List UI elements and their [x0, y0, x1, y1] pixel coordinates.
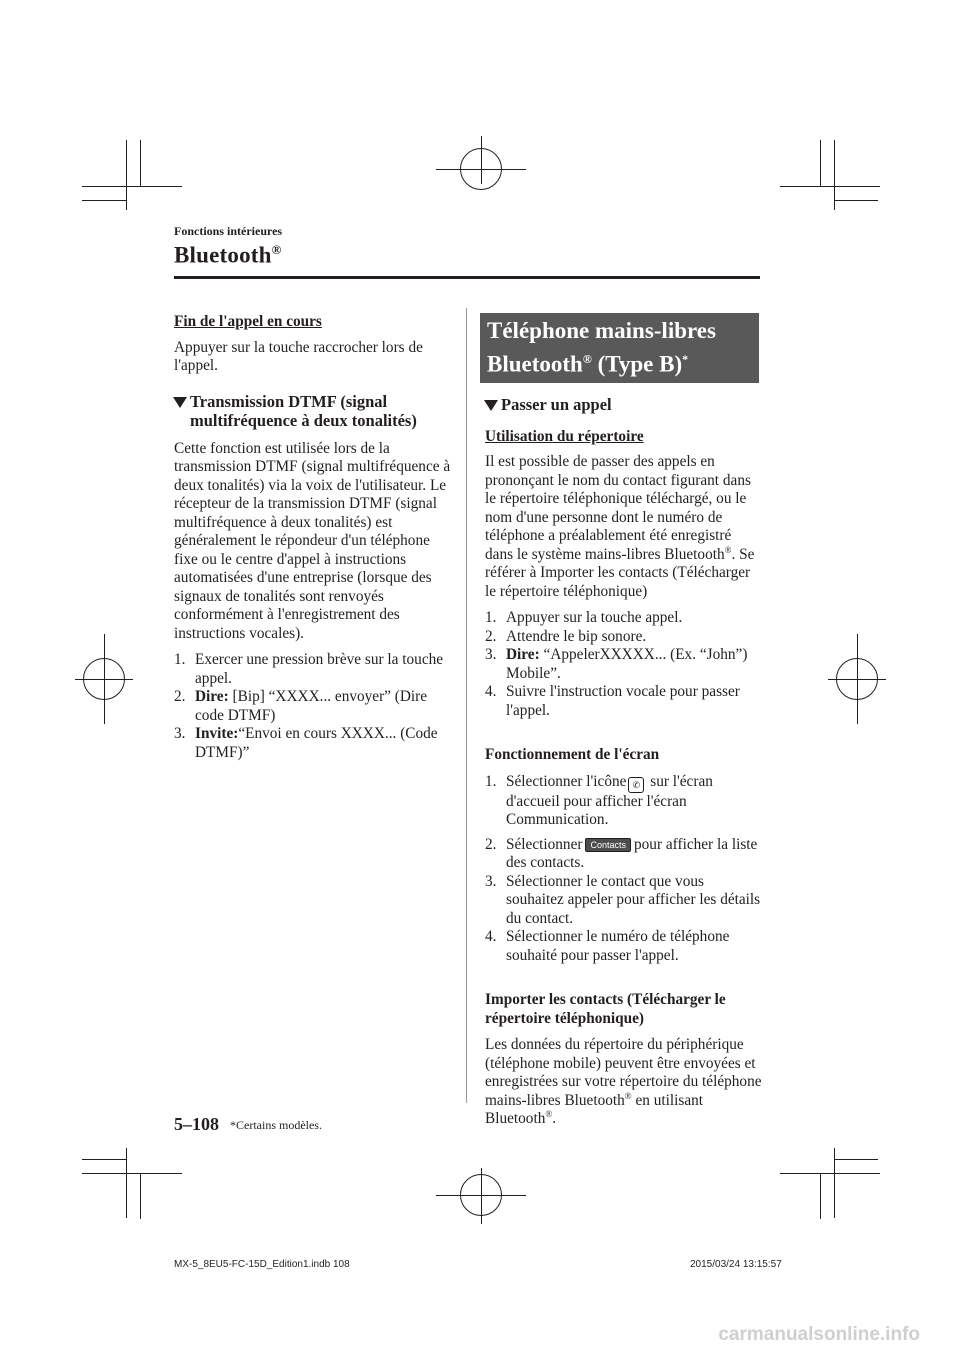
- step-text: “AppelerXXXXX... (Ex. “John”) Mobile”.: [506, 646, 748, 682]
- crop-mark: [820, 1173, 821, 1219]
- banner-line-1: Téléphone mains-libres: [487, 318, 716, 343]
- step-number: 3.: [485, 646, 497, 664]
- list-item: [485, 773, 763, 830]
- call-heading: [484, 395, 763, 414]
- section-label: Fonctions intérieures: [174, 224, 283, 238]
- step-text: sur l'écran d'accueil pour afficher l'écran Communication.: [506, 772, 713, 829]
- watermark: carmanualsonline.info: [718, 1324, 920, 1345]
- asterisk-mark: *: [682, 352, 689, 366]
- import-heading: Importer les contacts (Télécharger le répertoire téléphonique): [485, 991, 726, 1027]
- directory-text-a: Il est possible de passer des appels en prononçant le nom du contact figurant dans le répertoire téléphonique téléchargé, ou le nom d'une personne dont le numéro de téléphone a préalablement été enregistré dans le système mains-libres Bluetooth: [485, 453, 751, 563]
- print-slug-file: MX-5_8EU5-FC-15D_Edition1.indb 108: [174, 1259, 350, 1270]
- end-call-text: Appuyer sur la touche raccrocher lors de l'appel.: [174, 338, 423, 374]
- step-text: “Envoi en cours XXXX... (Code DTMF)”: [195, 725, 438, 761]
- crop-mark: [834, 200, 878, 201]
- step-number: 4.: [485, 928, 497, 946]
- list-item: [174, 688, 452, 725]
- header-rule: [174, 276, 760, 279]
- step-text: pour afficher la liste des contacts.: [506, 835, 758, 872]
- step-label: Dire:: [195, 688, 229, 705]
- directory-title: Utilisation du répertoire: [485, 427, 644, 445]
- registration-mark: [481, 1168, 482, 1224]
- crop-mark: [82, 1173, 182, 1174]
- dtmf-text: Cette fonction est utilisée lors de la transmission DTMF (signal multifréquence à deux tonalités) via la voix de l'utilisateur. Le récepteur de la transmission DTMF (signal multifréquence à deux tonalités) est généralement le répondeur d'un téléphone fixe ou le centre d'appel à instructions automatisées d'une entreprise (lorsque des signaux de tonalités sont renvoyés conformément à l'enregistrement des instructions vocales).: [174, 439, 451, 642]
- step-number: 4.: [485, 683, 497, 701]
- list-item: [485, 609, 763, 628]
- step-number: 2.: [174, 688, 186, 705]
- import-text-c: .: [552, 1110, 557, 1128]
- voice-steps: [485, 609, 763, 720]
- screen-steps: [485, 773, 763, 966]
- directory-text-b: . Se référer à Importer les contacts (Télécharger le répertoire téléphonique): [485, 545, 755, 600]
- step-number: 1.: [485, 772, 497, 790]
- page-title: [174, 242, 282, 269]
- registered-mark: ®: [271, 242, 282, 257]
- dtmf-heading-text: Transmission DTMF (signal multifréquence à deux tonalités): [190, 391, 417, 430]
- left-column: [174, 313, 452, 770]
- crop-mark: [780, 1173, 880, 1174]
- crop-mark: [82, 186, 182, 187]
- step-text: [Bip] “XXXX... envoyer” (Dire code DTMF): [195, 688, 428, 724]
- step-text: Sélectionner: [506, 835, 583, 853]
- step-number: 3.: [485, 872, 497, 890]
- step-label: Invite:: [195, 725, 239, 742]
- triangle-icon: [484, 400, 498, 411]
- step-text: Attendre le bip sonore.: [506, 627, 647, 645]
- list-item: [485, 873, 763, 929]
- step-number: 3.: [174, 725, 186, 742]
- page-number: 5–108: [174, 1114, 219, 1134]
- crop-mark: [82, 200, 126, 201]
- registered-mark: ®: [582, 352, 592, 366]
- list-item: [174, 651, 452, 688]
- list-item: [485, 836, 763, 873]
- step-label: Dire:: [506, 646, 540, 664]
- registration-mark: [857, 634, 858, 724]
- crop-mark: [140, 1173, 141, 1219]
- registered-mark: ®: [545, 1109, 553, 1120]
- page-title-text: Bluetooth: [174, 242, 272, 268]
- step-text: Sélectionner le contact que vous souhaitez appeler pour afficher les détails du contact.: [506, 872, 761, 927]
- registered-mark: ®: [624, 1090, 632, 1101]
- contacts-button-icon: Contacts: [585, 838, 631, 852]
- banner-line-2-text: Bluetooth: [487, 351, 583, 377]
- section-banner: [480, 313, 759, 383]
- triangle-icon: [173, 397, 187, 408]
- directory-text: [485, 453, 763, 601]
- list-item: [485, 683, 763, 720]
- end-call-title: Fin de l'appel en cours: [174, 313, 322, 330]
- dtmf-steps: [174, 651, 452, 762]
- dtmf-heading: [173, 392, 452, 430]
- crop-mark: [126, 140, 127, 210]
- call-heading-text: Passer un appel: [501, 394, 612, 414]
- step-number: 1.: [485, 609, 497, 627]
- banner-type: (Type B): [591, 351, 683, 377]
- screen-heading: Fonctionnement de l'écran: [485, 746, 660, 764]
- import-text-b: en utilisant Bluetooth: [485, 1091, 704, 1128]
- step-text: Appuyer sur la touche appel.: [506, 609, 683, 627]
- list-item: [485, 928, 763, 965]
- step-number: 1.: [174, 651, 186, 668]
- import-text: [485, 1036, 763, 1129]
- column-divider: [466, 308, 467, 1103]
- list-item: [485, 628, 763, 647]
- registration-mark: [481, 136, 482, 184]
- print-slug-date: 2015/03/24 13:15:57: [690, 1259, 782, 1270]
- crop-mark: [126, 1148, 127, 1218]
- step-text: Suivre l'instruction vocale pour passer l'appel.: [506, 683, 740, 719]
- step-text: Sélectionner le numéro de téléphone souhaité pour passer l'appel.: [506, 928, 730, 964]
- registration-mark: [104, 634, 105, 724]
- step-text: Exercer une pression brève sur la touche appel.: [195, 651, 444, 687]
- crop-mark: [780, 186, 880, 187]
- footnote: *Certains modèles.: [230, 1118, 322, 1132]
- import-text-a: Les données du répertoire du périphérique (téléphone mobile) peuvent être envoyées et enregistrées sur votre répertoire du téléphone mains-libres Bluetooth: [485, 1036, 762, 1109]
- step-number: 2.: [485, 627, 497, 645]
- crop-mark: [140, 140, 141, 186]
- registered-mark: ®: [724, 544, 732, 555]
- right-column: [485, 313, 763, 1137]
- step-text: Sélectionner l'icône: [506, 772, 627, 790]
- crop-mark: [82, 1159, 126, 1160]
- banner-line-2: [487, 345, 753, 379]
- step-number: 2.: [485, 835, 497, 853]
- phone-icon: ✆: [628, 777, 644, 793]
- list-item: [174, 725, 452, 762]
- list-item: [485, 646, 763, 683]
- crop-mark: [834, 1159, 878, 1160]
- crop-mark: [820, 140, 821, 186]
